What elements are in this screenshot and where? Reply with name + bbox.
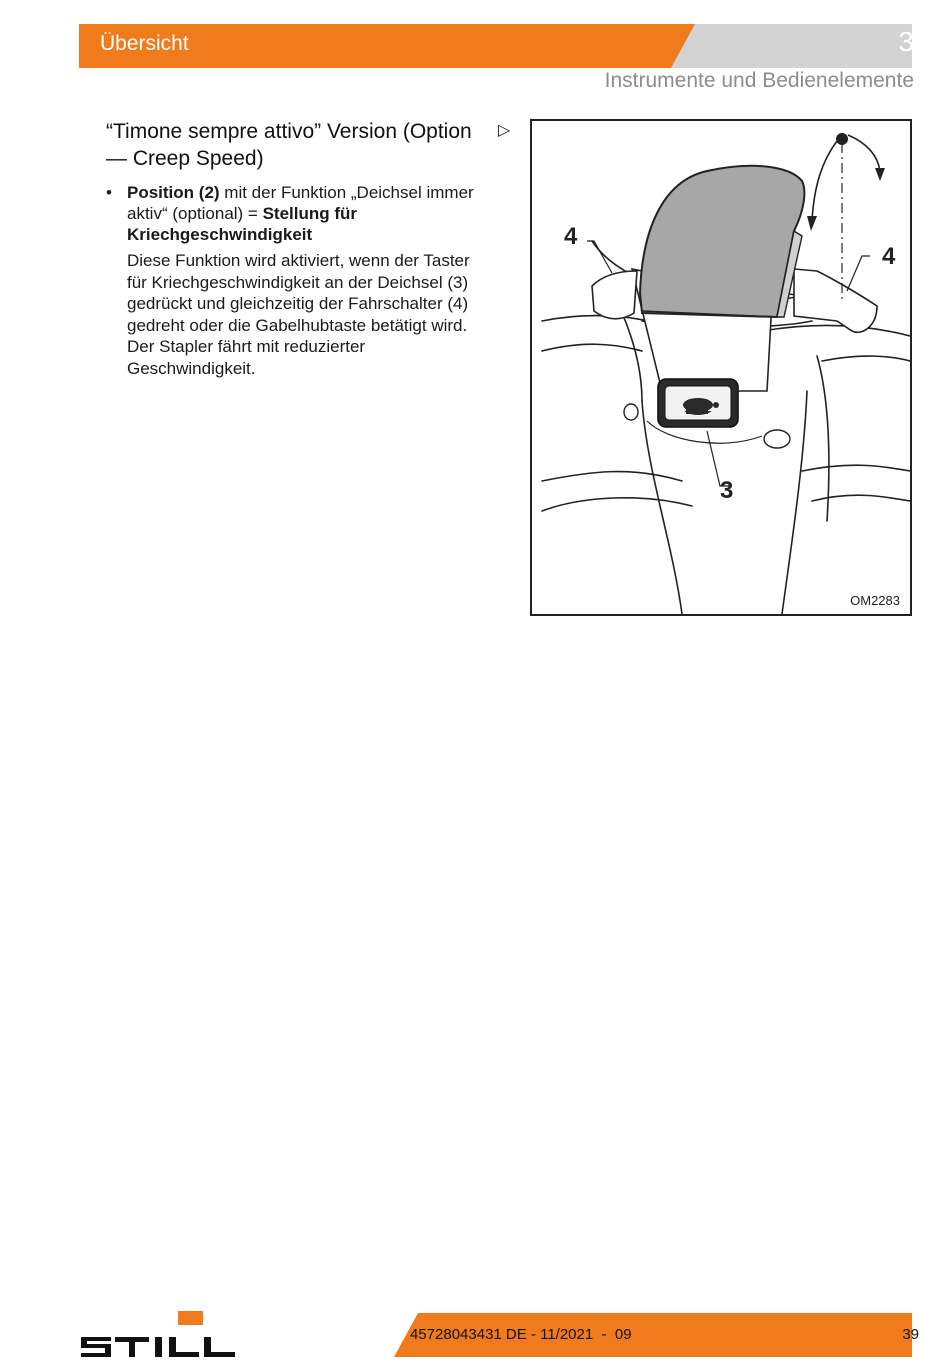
bullet-bold-setting: Stellung für Kriechgeschwindigkeit xyxy=(127,204,358,244)
bullet-text xyxy=(127,182,491,245)
figure-id: OM2283 xyxy=(850,593,900,608)
section-title: Instrumente und Bedienelemente xyxy=(604,69,914,92)
callout-4-right: 4 xyxy=(882,243,896,270)
footer-document-id: 45728043431 DE - 11/2021 - 09 xyxy=(410,1326,632,1343)
heading: “Timone sempre attivo” Version (Option — Creep Speed) xyxy=(106,120,472,170)
header-title: Übersicht xyxy=(100,32,189,55)
header-divider xyxy=(660,24,700,68)
callout-3-button: 3 xyxy=(720,477,734,504)
description-paragraph: Diese Funktion wird aktiviert, wenn der Taster für Kriechgeschwindigkeit an der Deichsel (3) gedrückt und gleichzeitig der Fahrschalter (4) gedreht oder die Gabelhubtaste betätigt wird. Der Stapler fährt mit reduzierter Geschwindigkeit. xyxy=(127,251,470,378)
bullet-text-function: mit der Funktion „Deichsel immer aktiv“ (optional) = xyxy=(127,183,474,223)
callout-4-left: 4 xyxy=(564,223,578,250)
arrow-marker-icon: ▷ xyxy=(498,122,511,139)
chapter-number: 3 xyxy=(898,26,914,57)
figure-tiller-illustration xyxy=(530,119,912,616)
bullet-bold-position: Position (2) xyxy=(127,183,220,202)
still-logo xyxy=(79,1311,239,1361)
tiller-drawing xyxy=(532,121,910,614)
bullet-dot: • xyxy=(106,183,112,202)
page-number: 39 xyxy=(902,1326,919,1343)
